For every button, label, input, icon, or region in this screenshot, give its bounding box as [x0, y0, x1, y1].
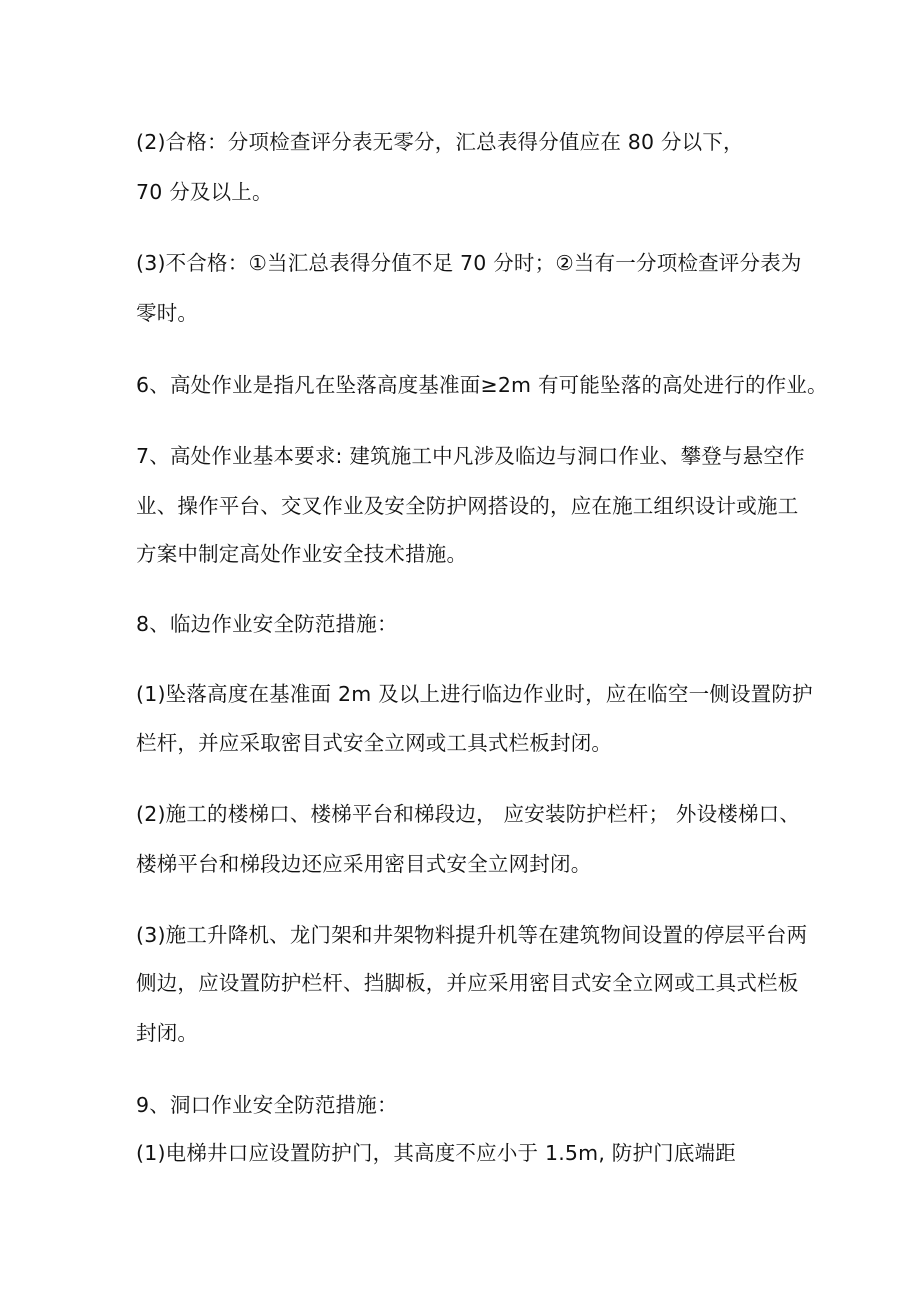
text-line: 楼梯平台和梯段边还应采用密目式安全立网封闭。	[136, 852, 592, 876]
text-line: 封闭。	[136, 1021, 199, 1045]
text-line: (1)坠落高度在基准面 2m 及以上进行临边作业时，应在临空一侧设置防护	[136, 682, 813, 706]
text-line: 8、临边作业安全防范措施：	[136, 612, 398, 636]
text-line: 零时。	[136, 301, 199, 325]
text-line: (3)不合格：①当汇总表得分值不足 70 分时；②当有一分项检查评分表为	[136, 251, 802, 275]
text-line: (2)施工的楼梯口、楼梯平台和梯段边， 应安装防护栏杆； 外设楼梯口、	[136, 802, 801, 826]
text-line: 70 分及以上。	[136, 180, 273, 204]
text-line: 7、高处作业基本要求: 建筑施工中凡涉及临边与洞口作业、攀登与悬空作	[136, 444, 805, 468]
text-line: 业、操作平台、交叉作业及安全防护网搭设的，应在施工组织设计或施工	[136, 494, 799, 518]
text-line: 方案中制定高处作业安全技术措施。	[136, 542, 468, 566]
text-line: 栏杆，并应采取密目式安全立网或工具式栏板封闭。	[136, 731, 613, 755]
text-line: 9、洞口作业安全防范措施：	[136, 1093, 398, 1117]
text-line: (3)施工升降机、龙门架和井架物料提升机等在建筑物间设置的停层平台两	[136, 923, 808, 947]
text-line: (2)合格：分项检查评分表无零分，汇总表得分值应在 80 分以下，	[136, 130, 744, 154]
text-line: 侧边，应设置防护栏杆、挡脚板，并应采用密目式安全立网或工具式栏板	[136, 971, 799, 995]
text-line: (1)电梯井口应设置防护门，其高度不应小于 1.5m, 防护门底端距	[136, 1141, 736, 1165]
text-line: 6、高处作业是指凡在坠落高度基准面≥2m 有可能坠落的高处进行的作业。	[136, 373, 828, 397]
